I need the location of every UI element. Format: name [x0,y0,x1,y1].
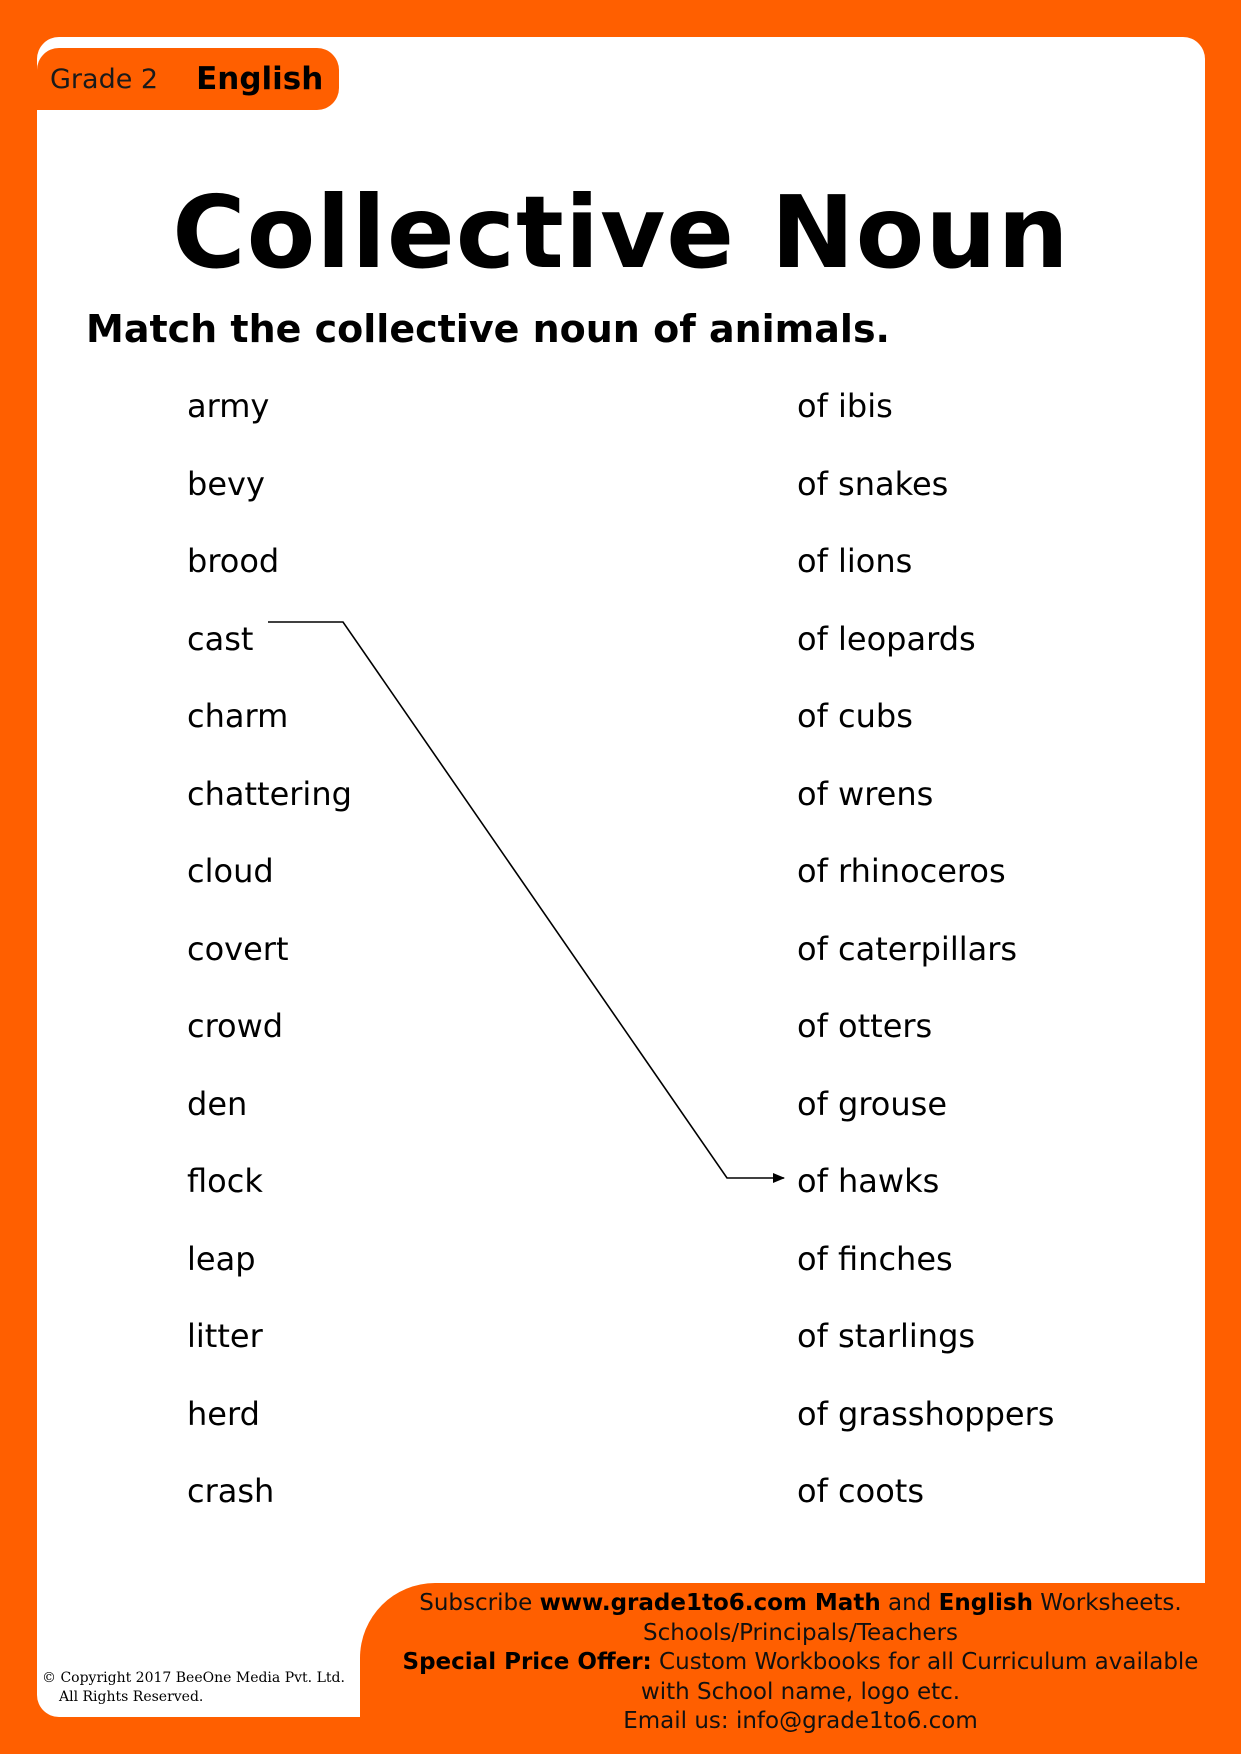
animal-group-item: of wrens [797,774,934,813]
collective-noun-item: flock [187,1162,263,1200]
collective-noun-item: crash [187,1472,275,1510]
instruction-text: Match the collective noun of animals. [86,307,890,351]
footer-line-1: Subscribe www.grade1to6.com Math and English Worksheets. [419,1590,1182,1616]
animal-group-item: of finches [797,1239,953,1278]
animal-group-item: of coots [797,1472,924,1510]
subject-label: English [196,61,324,97]
copyright-notice [42,1669,345,1707]
page-title: Collective Noun [172,174,1070,291]
footer-banner [360,1583,1241,1754]
animal-group-item: of snakes [797,464,949,503]
collective-noun-item: cast [187,619,254,658]
animal-group-item: of ibis [797,387,893,425]
footer-line-2: Schools/Principals/Teachers [642,1619,959,1646]
animal-group-item: of rhinoceros [797,852,1006,890]
collective-noun-item: cloud [187,852,274,890]
grade-label: Grade 2 [50,63,159,95]
collective-noun-item: army [187,387,270,425]
animal-group-item: of grasshoppers [797,1394,1055,1433]
animal-group-item: of lions [797,542,913,580]
animal-group-item: of grouse [797,1084,947,1123]
collective-noun-item: charm [187,697,289,735]
collective-noun-item: chattering [187,774,352,813]
footer-line-3: Special Price Offer: Custom Workbooks for all Curriculum available [402,1649,1199,1675]
collective-noun-item: den [187,1084,248,1123]
collective-noun-item: bevy [187,464,265,503]
collective-noun-item: brood [187,542,280,580]
animal-group-item: of cubs [797,697,913,735]
collective-noun-item: litter [187,1317,263,1355]
copyright-line-1: © Copyright 2017 BeeOne Media Pvt. Ltd. [42,1670,345,1686]
animal-group-item: of hawks [797,1162,940,1200]
animal-group-item: of starlings [797,1317,976,1355]
animal-group-item: of leopards [797,619,976,658]
collective-noun-item: covert [187,929,289,968]
copyright-line-2: All Rights Reserved. [59,1689,204,1705]
collective-noun-item: leap [187,1239,256,1278]
footer-line-4: with School name, logo etc. [640,1678,961,1705]
animal-group-item: of caterpillars [797,929,1018,968]
footer-line-5: Email us: info@grade1to6.com [623,1708,978,1734]
collective-noun-item: crowd [187,1007,284,1045]
animal-group-item: of otters [797,1007,933,1045]
collective-noun-item: herd [187,1394,260,1433]
